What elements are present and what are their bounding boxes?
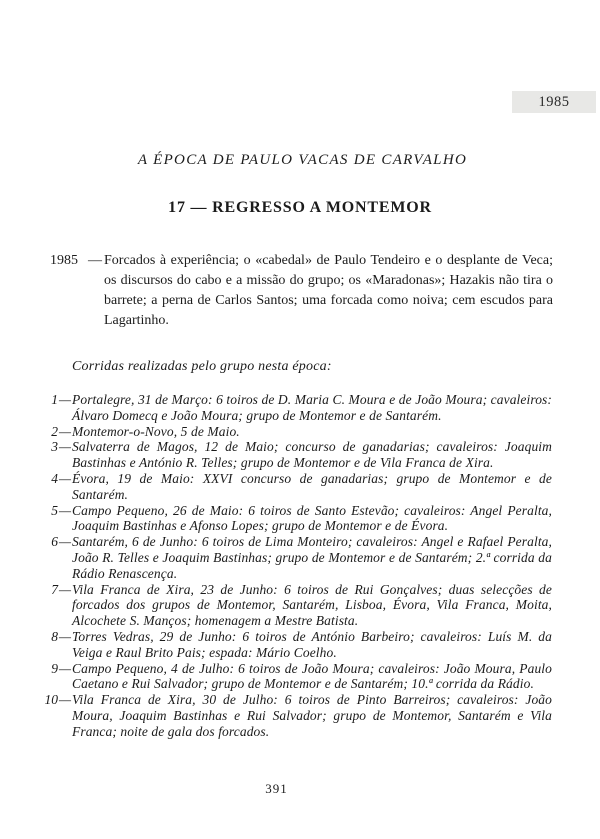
year-tab-header <box>512 91 596 113</box>
corrida-item-3 <box>42 439 552 471</box>
list-intro: Corridas realizadas pelo grupo nesta época: <box>72 359 332 374</box>
corrida-text: Portalegre, 31 de Março: 6 toiros de D. Maria C. Moura e de João Moura; cavaleiros: Álvaro Domecq e João Moura; grupo de Montemor e de Santarém. <box>72 392 552 423</box>
corrida-item-6 <box>42 534 552 581</box>
corrida-number: 2 <box>51 423 58 439</box>
corrida-item-7 <box>42 582 552 629</box>
corrida-number: 5 <box>51 502 58 518</box>
page-number: 391 <box>265 781 288 796</box>
year-summary-paragraph <box>50 251 553 331</box>
corrida-item-1 <box>42 392 552 424</box>
corrida-dash: — <box>58 660 71 676</box>
corridas-list <box>42 392 552 740</box>
corrida-number: 6 <box>51 534 58 550</box>
section-heading: 17 — REGRESSO A MONTEMOR <box>168 199 432 216</box>
corrida-text: Vila Franca de Xira, 30 de Julho: 6 toiros de Pinto Barreiros; cavaleiros: João Moura, Joaquim Bastinhas e Rui Salvador; grupo de Montemor, Santarém e Vila Franca; noite de gala dos forcados. <box>72 692 552 739</box>
summary-dash: — <box>88 253 102 268</box>
corrida-number: 8 <box>51 628 58 644</box>
corrida-item-5 <box>42 503 552 535</box>
corrida-number: 7 <box>51 581 58 597</box>
corrida-item-10 <box>42 692 552 739</box>
corrida-text: Évora, 19 de Maio: XXVI concurso de ganadarias; grupo de Montemor e de Santarém. <box>72 470 552 502</box>
corrida-item-2 <box>42 424 552 440</box>
corrida-text: Campo Pequeno, 4 de Julho: 6 toiros de João Moura; cavaleiros: João Moura, Paulo Caetano e Rui Salvador; grupo de Montemor e de Santarém; 10.ª corrida da Rádio. <box>72 660 552 692</box>
corrida-text: Vila Franca de Xira, 23 de Junho: 6 toiros de Rui Gonçalves; duas selecções de forcados dos grupos de Montemor, Santarém, Lisboa, Évora, Vila Franca, Moita, Alcochete S. Manços; homenagem a Mestre Batista. <box>72 581 552 629</box>
summary-text: Forcados à experiência; o «cabedal» de Paulo Tendeiro e o desplante de Veca; os discursos do cabo e a missão do grupo; os «Maradonas»; Hazakis não tira o barrete; a perna de Carlos Santos; uma forcada como noiva; cem escudos para Lagartinho. <box>104 253 553 328</box>
corrida-dash: — <box>58 581 71 597</box>
year-tab-label: 1985 <box>538 93 570 110</box>
corrida-dash: — <box>58 392 71 407</box>
corrida-dash: — <box>58 423 71 439</box>
corrida-dash: — <box>58 439 71 455</box>
corrida-text: Santarém, 6 de Junho: 6 toiros de Lima Monteiro; cavaleiros: Angel e Rafael Peralta, João R. Telles e Joaquim Bastinhas; grupo de Montemor e de Santarém; 2.ª corrida da Rádio Renascença. <box>72 534 552 581</box>
corrida-dash: — <box>58 534 71 550</box>
corrida-number: 1 <box>51 392 58 407</box>
corrida-text: Salvaterra de Magos, 12 de Maio; concurso de ganadarias; cavaleiros: Joaquim Bastinhas e António R. Telles; grupo de Montemor e de Vila Franca de Xira. <box>72 439 552 471</box>
corrida-item-9 <box>42 661 552 693</box>
chapter-title: A ÉPOCA DE PAULO VACAS DE CARVALHO <box>137 152 468 168</box>
corrida-dash: — <box>58 502 71 518</box>
corrida-number: 9 <box>51 660 58 676</box>
corrida-item-4 <box>42 471 552 503</box>
summary-year-label: 1985 <box>50 253 78 268</box>
corrida-text: Torres Vedras, 29 de Junho: 6 toiros de António Barbeiro; cavaleiros: Luís M. da Veiga e Raul Brito Pais; espada: Mário Coelho. <box>72 628 552 660</box>
corrida-text: Campo Pequeno, 26 de Maio: 6 toiros de Santo Estevão; cavaleiros: Angel Peralta, Joaquim Bastinhas e Afonso Lopes; grupo de Montemor e de Évora. <box>72 502 552 534</box>
corrida-dash: — <box>58 628 71 644</box>
corrida-number: 10 <box>44 692 58 708</box>
corrida-dash: — <box>58 692 71 708</box>
corrida-dash: — <box>58 470 71 486</box>
corrida-text: Montemor-o-Novo, 5 de Maio. <box>72 423 240 439</box>
corrida-number: 4 <box>51 470 58 486</box>
corrida-number: 3 <box>51 439 58 455</box>
corrida-item-8 <box>42 629 552 661</box>
